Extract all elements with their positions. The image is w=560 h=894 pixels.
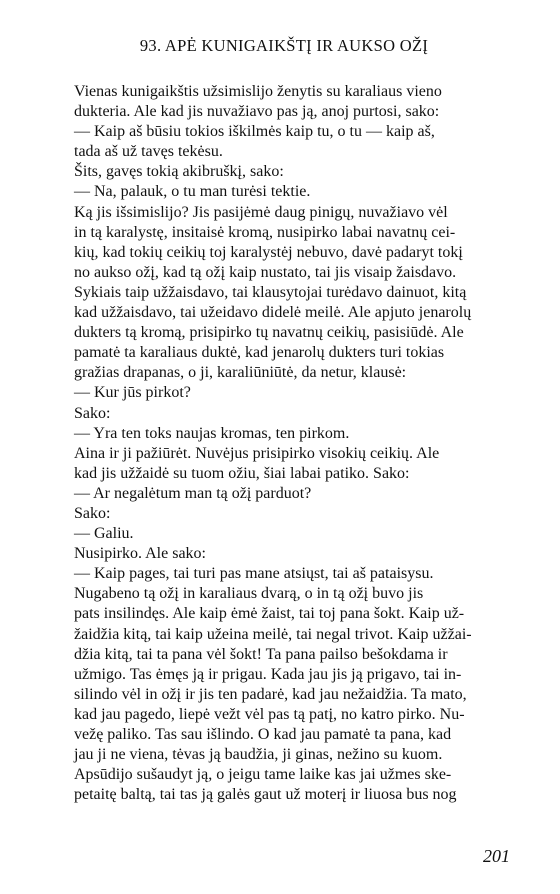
text-line: Šits, gavęs tokią akibruškį, sako:	[74, 163, 284, 181]
text-line: — Na, palauk, o tu man turėsi tektie.	[74, 183, 311, 201]
text-line: petaitę baltą, tai tas ją galės gaut už moterį ir liuosa bus nog	[74, 786, 457, 804]
text-line: gražias drapanas, o ji, karaliūniūtė, da netur, klausė:	[74, 364, 407, 382]
paragraph	[60, 122, 508, 162]
text-line: pats insilindęs. Ale kaip ėmė žaist, tai toj pana šokt. Kaip už-	[74, 605, 465, 623]
story-title: 93. APĖ KUNIGAIKŠTĮ IR AUKSO OŽĮ	[139, 36, 429, 55]
text-line: jau ji ne viena, tėvas ją baudžia, ji ginas, nežino su kuom.	[74, 746, 443, 764]
text-line: Sako:	[74, 504, 111, 522]
paragraph	[60, 504, 508, 524]
text-line: Nugabeno tą ožį in karaliaus dvarą, o in tą ožį buvo jis	[74, 585, 424, 603]
text-line: dukters tą kromą, prisipirko tų navatnų ceikių, pasisiūdė. Ale	[74, 324, 464, 342]
paragraph	[60, 584, 508, 805]
text-line: kad jis užžaidė su tuom ožiu, šiai labai patiko. Sako:	[74, 464, 410, 482]
text-line: pamatė ta karaliaus duktė, kad jenarolų dukters turi tokias	[74, 344, 445, 362]
text-line: — Kaip pages, tai turi pas mane atsiųst, tai aš pataisysu.	[74, 565, 434, 583]
text-line: kad jau pagedo, liepė vežt vėl pas tą patį, no katro pirko. Nu-	[74, 705, 465, 723]
paragraph	[60, 162, 508, 182]
text-line: kių, kad tokių ceikių toj karalystėj nebuvo, davė padaryt tokį	[74, 243, 463, 261]
text-line: kad užžaisdavo, tai užeidavo didelė meilė. Ale apjuto jenarolų	[74, 304, 472, 322]
text-line: Aina ir ji pažiūrėt. Nuvėjus prisipirko visokių ceikių. Ale	[74, 444, 440, 462]
text-line: žaidžia kitą, tai kaip užeina meilė, tai negal trivot. Kaip užžai-	[74, 625, 472, 643]
text-line: dukteria. Ale kad jis nuvažiavo pas ją, anoj purtosi, sako:	[74, 103, 440, 121]
paragraph	[60, 444, 508, 484]
text-line: — Ar negalėtum man tą ožį parduot?	[74, 484, 312, 502]
text-line: Sako:	[74, 404, 111, 422]
paragraph	[60, 564, 508, 584]
page-number: 201	[483, 846, 510, 866]
text-line: in tą karalystę, insitaisė kromą, nusipirko labai navatnų cei-	[74, 223, 456, 241]
paragraph	[60, 424, 508, 444]
text-line: Ką jis išsimislijo? Jis pasijėmė daug pinigų, nuvažiavo vėl	[74, 203, 448, 221]
text-line: no aukso ožį, kad tą ožį kaip nustato, tai jis visaip žaisdavo.	[74, 263, 457, 281]
text-line: — Kur jūs pirkot?	[74, 384, 191, 402]
text-line: vežę paliko. Tas sau išlindo. O kad jau pamatė ta pana, kad	[74, 726, 452, 743]
text-line: — Kaip aš būsiu tokios iškilmės kaip tu, o tu — kaip aš,	[74, 123, 435, 141]
text-line: Nusipirko. Ale sako:	[74, 545, 206, 563]
text-line: Sykiais taip užžaisdavo, tai klausytojai turėdavo dainuot, kitą	[74, 283, 467, 301]
text-line: Apsūdijo sušaudyt ją, o jeigu tame laike kas jai užmes ske-	[74, 766, 452, 784]
paragraph	[60, 524, 508, 544]
text-line: džia kitą, tai ta pana vėl šokt! Ta pana pailso bešokdama ir	[74, 645, 448, 663]
paragraph	[60, 404, 508, 424]
text-line: užmigo. Tas ėmęs ją ir prigau. Kada jau jis ją prigavo, tai in-	[74, 665, 462, 683]
story-text	[60, 82, 508, 805]
text-line: — Galiu.	[74, 525, 134, 543]
document-page	[60, 36, 508, 805]
paragraph	[60, 203, 508, 384]
text-line: — Yra ten toks naujas kromas, ten pirkom.	[74, 424, 350, 442]
text-line: silindo vėl in ožį ir jis ten padarė, kad jau nežaidžia. Ta mato,	[74, 685, 467, 703]
paragraph	[60, 182, 508, 202]
paragraph	[60, 544, 508, 564]
paragraph	[60, 82, 508, 122]
text-line: tada aš už tavęs tekėsu.	[74, 143, 223, 161]
text-line: Vienas kunigaikštis užsimislijo ženytis su karaliaus vieno	[74, 83, 442, 100]
paragraph	[60, 383, 508, 403]
paragraph	[60, 484, 508, 504]
